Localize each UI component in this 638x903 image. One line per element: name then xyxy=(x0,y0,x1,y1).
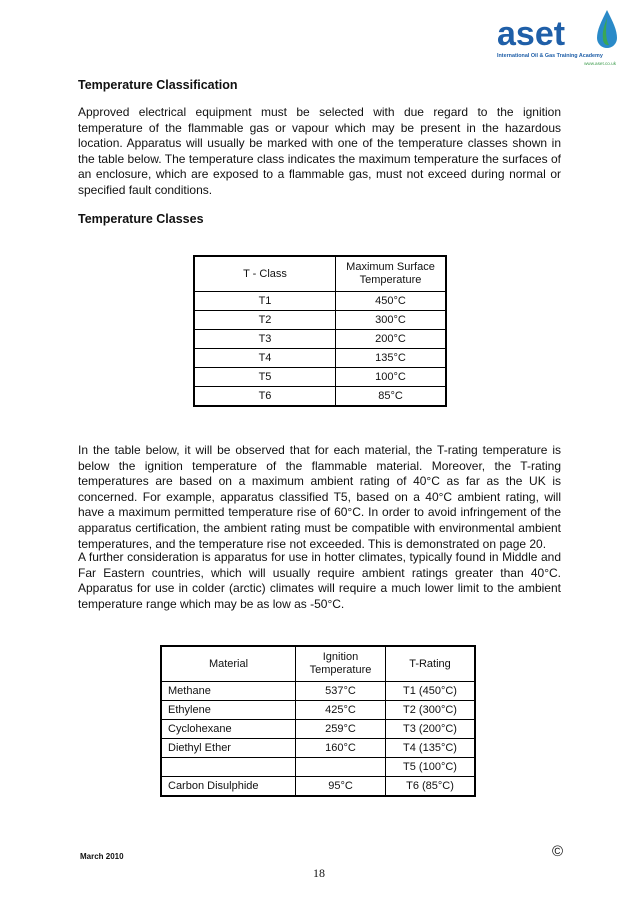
t-rating-cell: T5 (100°C) xyxy=(386,758,476,777)
material-cell: Carbon Disulphide xyxy=(161,777,296,797)
t-class-cell: T6 xyxy=(194,387,336,407)
max-temp-cell: 200°C xyxy=(336,330,447,349)
table-row xyxy=(161,701,475,720)
table-row xyxy=(194,292,446,311)
max-temp-cell: 85°C xyxy=(336,387,447,407)
aset-logo xyxy=(497,6,622,68)
table-row xyxy=(194,368,446,387)
t-class-cell: T2 xyxy=(194,311,336,330)
table-row xyxy=(161,777,475,797)
temperature-classes-table xyxy=(193,255,447,407)
header-t-class: T - Class xyxy=(194,256,336,292)
t-rating-cell: T2 (300°C) xyxy=(386,701,476,720)
material-cell: Diethyl Ether xyxy=(161,739,296,758)
table-row xyxy=(194,311,446,330)
table-row xyxy=(194,387,446,407)
table-row xyxy=(161,758,475,777)
logo-wordmark: aset xyxy=(497,15,566,53)
page-number: 18 xyxy=(313,866,325,880)
t-rating-cell: T1 (450°C) xyxy=(386,682,476,701)
max-temp-cell: 135°C xyxy=(336,349,447,368)
materials-table xyxy=(160,645,476,797)
header-max-surface-temp: Maximum Surface Temperature xyxy=(336,256,447,292)
header-ignition-temp: Ignition Temperature xyxy=(296,646,386,682)
t-rating-paragraph: In the table below, it will be observed that for each material, the T-rating temperature is below the ignition temperature of the flammable material. Moreover, the T-rating temperatures are based on a maximum ambient rating of 40°C as far as the UK is concerned. For example, apparatus classified T5, based on a 40°C ambient rating, will have a maximum permitted temperature rise of 60°C. In order to avoid infringement of the apparatus certification, the ambient rating must be compatible with environmental ambient temperatures, and the temperature rise not exceeded. This is demonstrated on page 20. xyxy=(78,443,561,551)
section-heading-classes: Temperature Classes xyxy=(78,212,204,226)
table-row xyxy=(161,739,475,758)
ignition-temp-cell: 537°C xyxy=(296,682,386,701)
t-class-cell: T5 xyxy=(194,368,336,387)
copyright-symbol: © xyxy=(552,843,564,860)
material-cell xyxy=(161,758,296,777)
max-temp-cell: 450°C xyxy=(336,292,447,311)
t-rating-cell: T3 (200°C) xyxy=(386,720,476,739)
logo-tagline: International Oil & Gas Training Academy xyxy=(497,53,603,59)
t-rating-cell: T6 (85°C) xyxy=(386,777,476,797)
table-row xyxy=(194,330,446,349)
ignition-temp-cell: 95°C xyxy=(296,777,386,797)
header-material: Material xyxy=(161,646,296,682)
footer-date: March 2010 xyxy=(80,852,124,861)
max-temp-cell: 100°C xyxy=(336,368,447,387)
section-heading-classification: Temperature Classification xyxy=(78,78,238,92)
max-temp-cell: 300°C xyxy=(336,311,447,330)
t-class-cell: T3 xyxy=(194,330,336,349)
water-drop-icon xyxy=(595,8,619,52)
climate-paragraph: A further consideration is apparatus for use in hotter climates, typically found in Middle and Far Eastern countries, which will usually require ambient ratings greater than 40°C. Apparatus for use in colder (arctic) climates will require a much lower limit to the ambient temperature range which may be as low as -50°C. xyxy=(78,550,561,611)
logo-url: www.aset.co.uk xyxy=(584,61,616,66)
table-header-row xyxy=(161,646,475,682)
material-cell: Methane xyxy=(161,682,296,701)
table-row xyxy=(161,720,475,739)
header-t-rating: T-Rating xyxy=(386,646,476,682)
material-cell: Ethylene xyxy=(161,701,296,720)
t-class-cell: T1 xyxy=(194,292,336,311)
t-class-cell: T4 xyxy=(194,349,336,368)
table-row xyxy=(194,349,446,368)
table-row xyxy=(161,682,475,701)
table-header-row xyxy=(194,256,446,292)
ignition-temp-cell xyxy=(296,758,386,777)
ignition-temp-cell: 160°C xyxy=(296,739,386,758)
t-rating-cell: T4 (135°C) xyxy=(386,739,476,758)
ignition-temp-cell: 259°C xyxy=(296,720,386,739)
classification-paragraph: Approved electrical equipment must be selected with due regard to the ignition temperature of the flammable gas or vapour which may be present in the hazardous location. Apparatus will usually be marked with one of the temperature classes shown in the table below. The temperature class indicates the maximum temperature the surfaces of an enclosure, which are exposed to a flammable gas, must not exceed during normal or specified fault conditions. xyxy=(78,105,561,197)
ignition-temp-cell: 425°C xyxy=(296,701,386,720)
material-cell: Cyclohexane xyxy=(161,720,296,739)
